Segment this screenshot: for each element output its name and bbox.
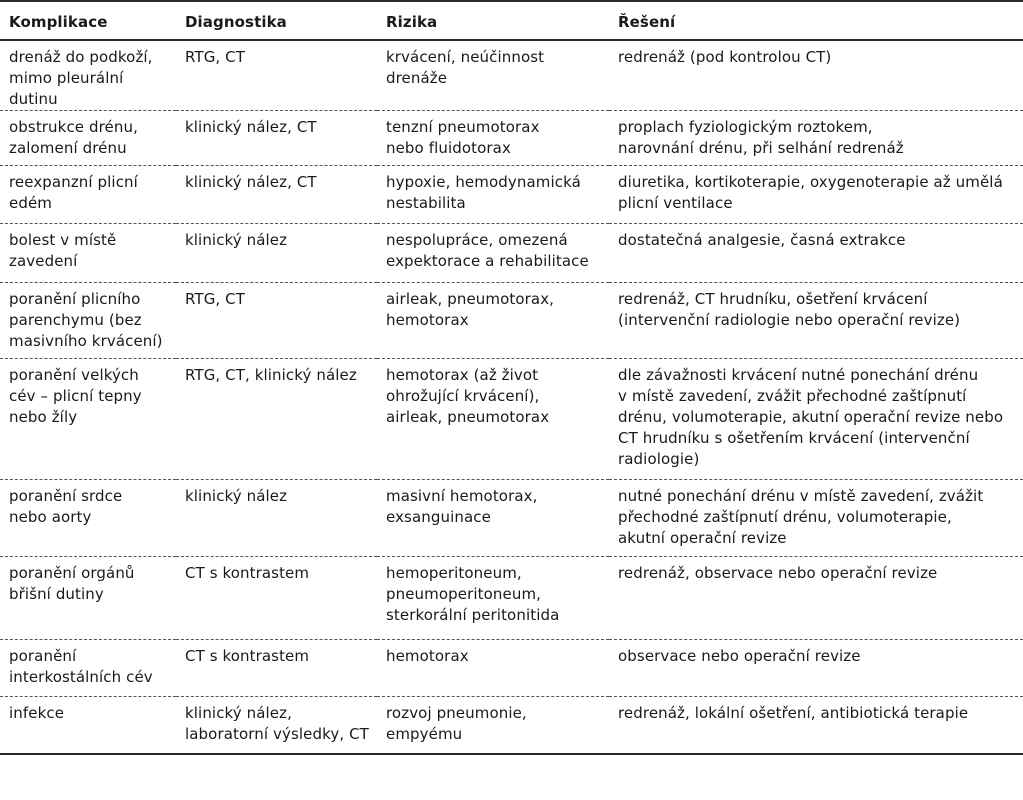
header-reseni: Řešení	[609, 1, 1023, 40]
header-komplikace: Komplikace	[0, 1, 176, 40]
cell-reseni: dle závažnosti krvácení nutné ponechání drénu v místě zavedení, zvážit přechodné zaštípnutí drénu, volumoterapie, akutní operační revize nebo CT hrudníku s ošetřením krvácení (intervenční radiologie)	[618, 366, 1004, 468]
cell-komplikace: poranění plicního parenchymu (bez masivního krvácení)	[9, 290, 163, 350]
cell-komplikace: bolest v místě zavedení	[9, 231, 117, 270]
cell-diagnostika: klinický nález	[185, 231, 288, 249]
cell-reseni: redrenáž, observace nebo operační revize	[618, 564, 938, 582]
cell-reseni: proplach fyziologickým roztokem, narovnání drénu, při selhání redrenáž	[618, 118, 904, 157]
cell-komplikace: drenáž do podkoží, mimo pleurální dutinu	[9, 48, 153, 108]
table-row	[0, 640, 1023, 697]
table-header-row	[0, 1, 1023, 40]
table-row	[0, 283, 1023, 359]
table-row	[0, 224, 1023, 283]
cell-rizika: tenzní pneumotorax nebo fluidotorax	[386, 118, 540, 157]
cell-rizika: masivní hemotorax, exsanguinace	[386, 487, 538, 526]
cell-reseni: dostatečná analgesie, časná extrakce	[618, 231, 906, 249]
cell-reseni: observace nebo operační revize	[618, 647, 861, 665]
cell-reseni: redrenáž, CT hrudníku, ošetření krvácení (intervenční radiologie nebo operační revize)	[618, 290, 961, 329]
cell-reseni: diuretika, kortikoterapie, oxygenoterapie až umělá plicní ventilace	[618, 173, 1003, 212]
cell-rizika: hemotorax	[386, 647, 469, 665]
cell-komplikace: poranění srdce nebo aorty	[9, 487, 123, 526]
cell-rizika: hemoperitoneum, pneumoperitoneum, sterkorální peritonitida	[386, 564, 560, 624]
cell-rizika: hemotorax (až život ohrožující krvácení), airleak, pneumotorax	[386, 366, 550, 426]
cell-diagnostika: klinický nález, laboratorní výsledky, CT	[185, 704, 369, 743]
cell-diagnostika: klinický nález	[185, 487, 288, 505]
cell-komplikace: poranění velkých cév – plicní tepny nebo žíly	[9, 366, 142, 426]
table-row	[0, 166, 1023, 224]
cell-komplikace: poranění interkostálních cév	[9, 647, 153, 686]
cell-diagnostika: RTG, CT, klinický nález	[185, 366, 357, 384]
cell-komplikace: poranění orgánů břišní dutiny	[9, 564, 135, 603]
cell-reseni: redrenáž (pod kontrolou CT)	[618, 48, 832, 66]
cell-reseni: redrenáž, lokální ošetření, antibiotická terapie	[618, 704, 969, 722]
cell-diagnostika: RTG, CT	[185, 290, 245, 308]
header-diagnostika: Diagnostika	[176, 1, 377, 40]
table-row	[0, 557, 1023, 640]
cell-rizika: nespolupráce, omezená expektorace a rehabilitace	[386, 231, 589, 270]
table-row	[0, 111, 1023, 166]
cell-rizika: rozvoj pneumonie, empyému	[386, 704, 527, 743]
cell-diagnostika: CT s kontrastem	[185, 647, 310, 665]
cell-komplikace: infekce	[9, 704, 65, 722]
cell-reseni: nutné ponechání drénu v místě zavedení, zvážit přechodné zaštípnutí drénu, volumoterapie, akutní operační revize	[618, 487, 984, 547]
cell-komplikace: obstrukce drénu, zalomení drénu	[9, 118, 138, 157]
cell-rizika: hypoxie, hemodynamická nestabilita	[386, 173, 581, 212]
header-rizika: Rizika	[377, 1, 609, 40]
cell-diagnostika: klinický nález, CT	[185, 173, 317, 191]
table-row	[0, 697, 1023, 754]
table-row	[0, 40, 1023, 111]
cell-diagnostika: klinický nález, CT	[185, 118, 317, 136]
cell-rizika: krvácení, neúčinnost drenáže	[386, 48, 545, 87]
cell-rizika: airleak, pneumotorax, hemotorax	[386, 290, 555, 329]
table-row	[0, 359, 1023, 480]
table-row	[0, 480, 1023, 557]
cell-komplikace: reexpanzní plicní edém	[9, 173, 138, 212]
cell-diagnostika: RTG, CT	[185, 48, 245, 66]
cell-diagnostika: CT s kontrastem	[185, 564, 310, 582]
